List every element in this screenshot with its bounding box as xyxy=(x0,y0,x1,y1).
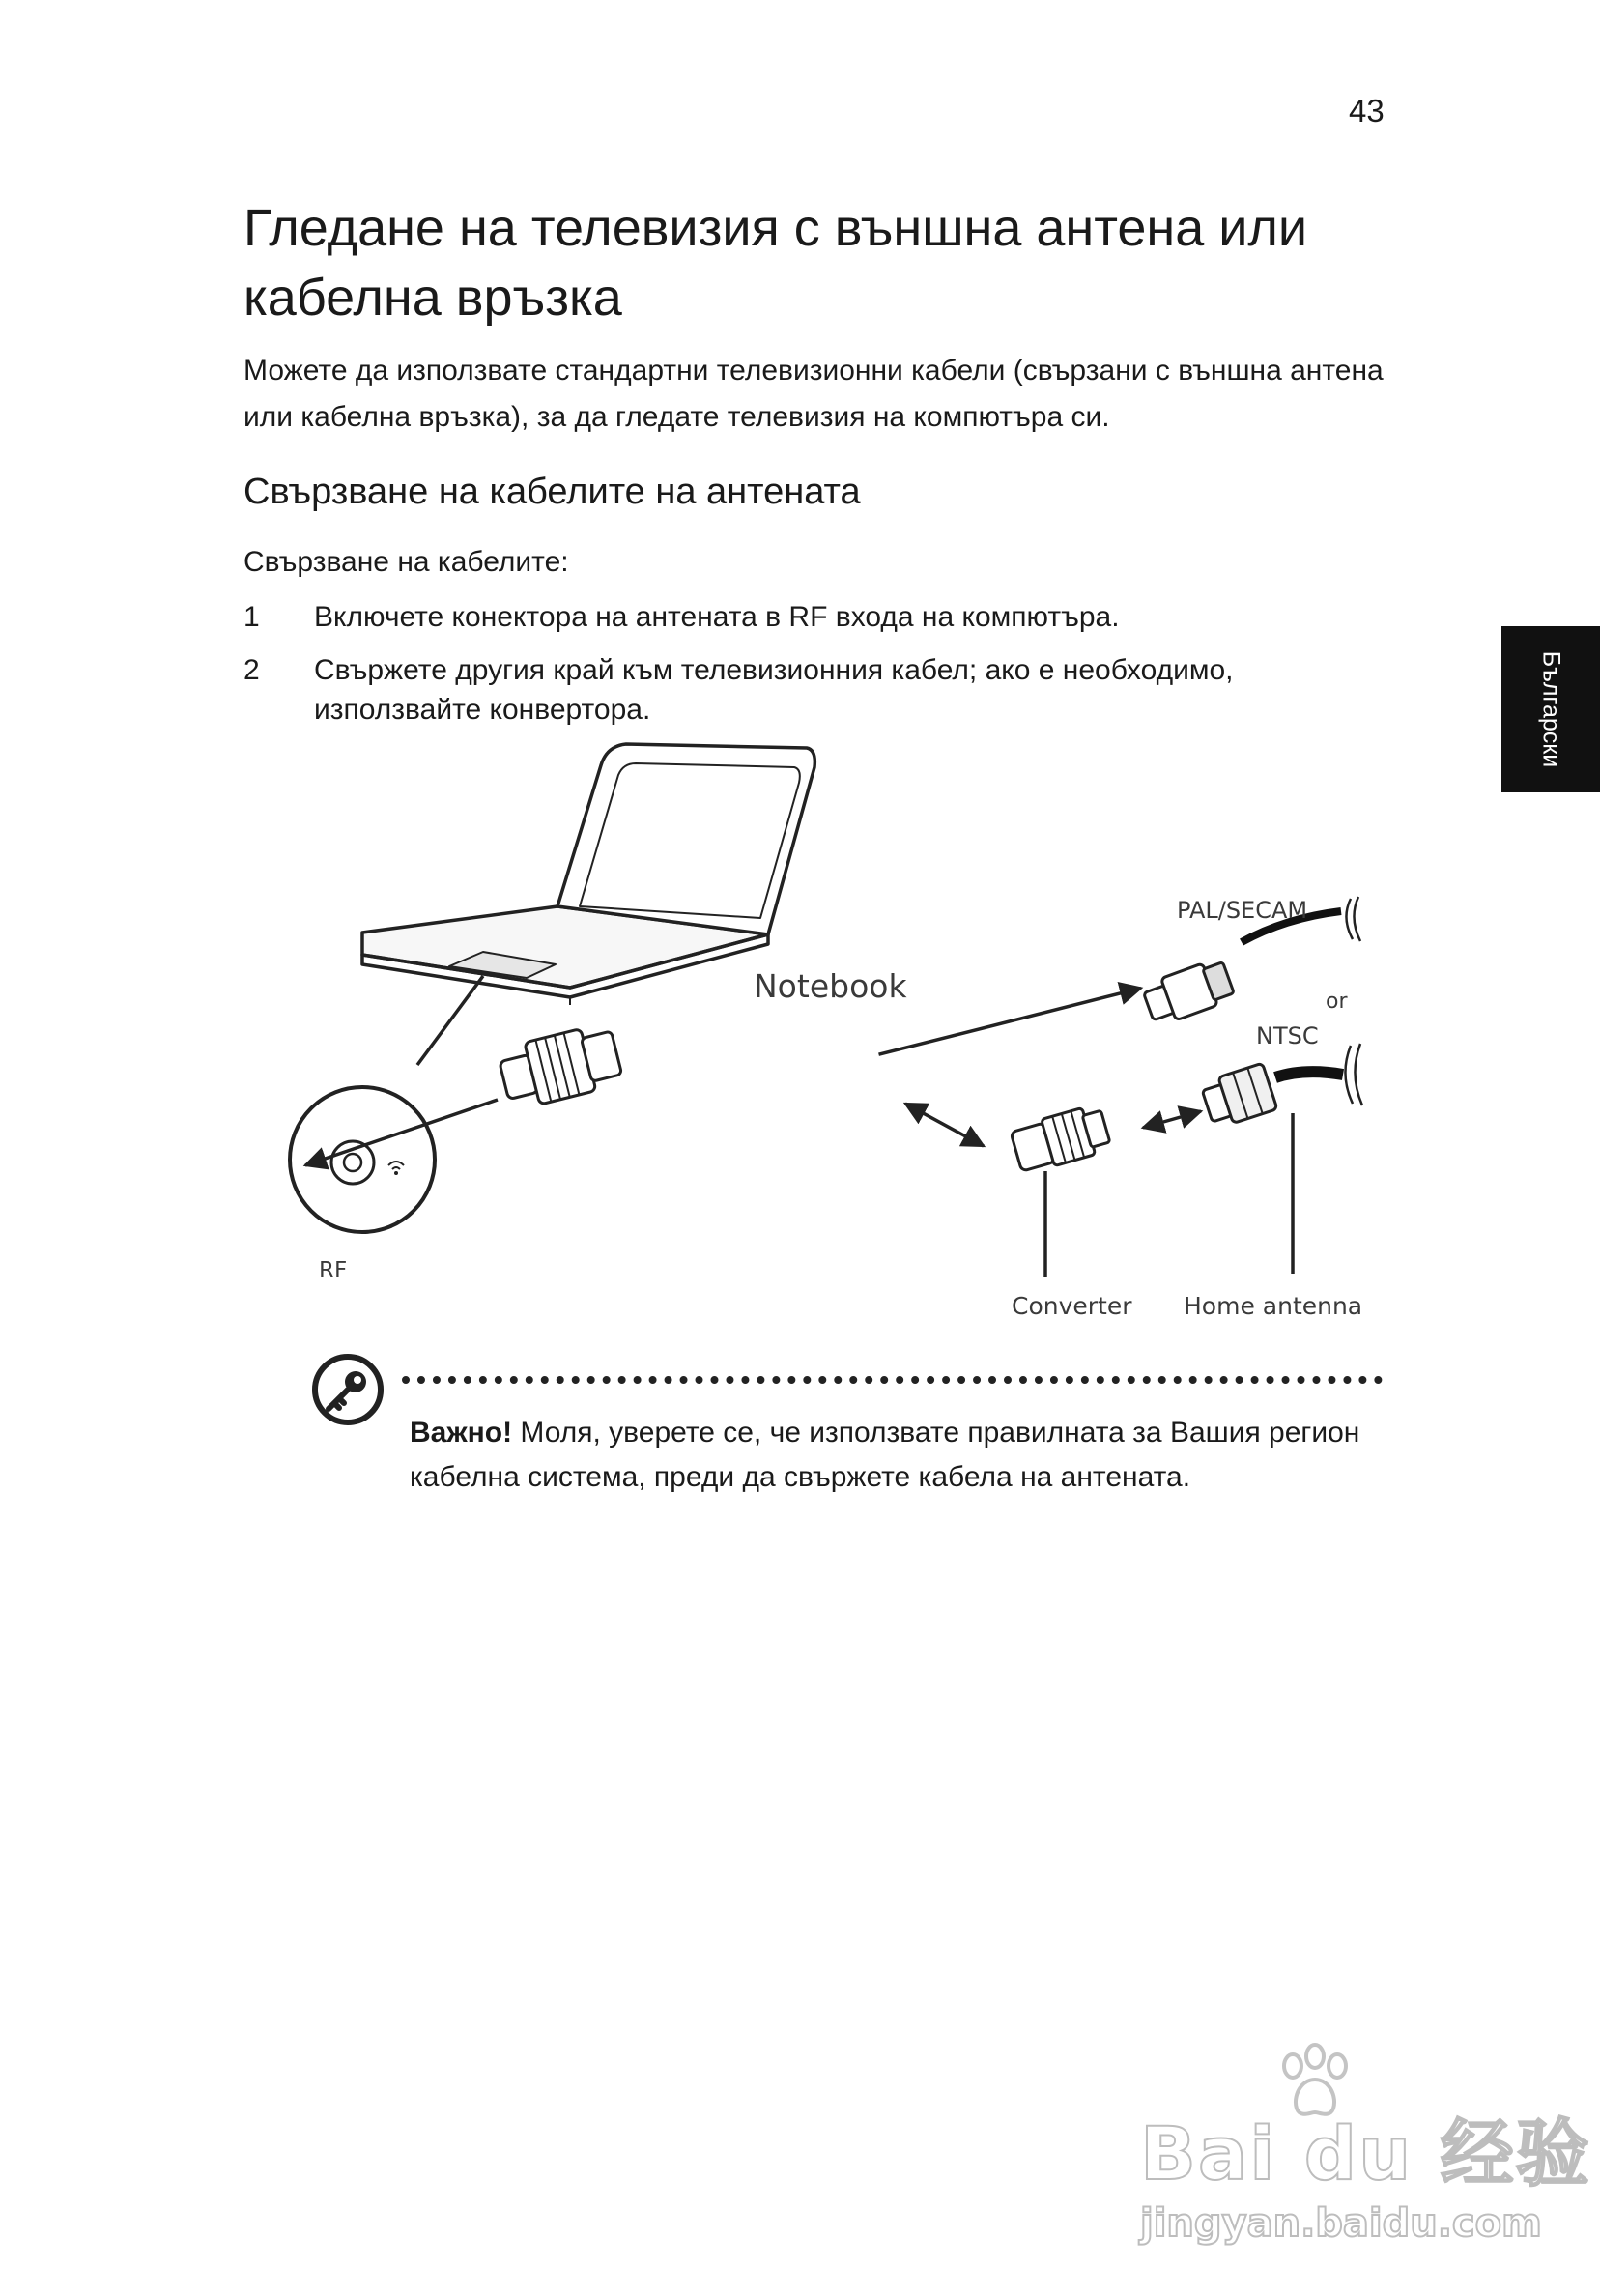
steps-lead: Свързване на кабелите: xyxy=(243,546,569,578)
page-number: 43 xyxy=(1349,93,1385,129)
label-pal-secam: PAL/SECAM xyxy=(1177,897,1308,924)
note-label: Важно! xyxy=(410,1417,513,1449)
step-number: 1 xyxy=(243,601,260,633)
ntsc-plug-icon xyxy=(1200,1063,1277,1130)
language-tab xyxy=(1501,626,1600,792)
converter-icon xyxy=(1010,1103,1112,1175)
arrow-to-pal xyxy=(878,989,1141,1055)
step-text: Свържете другия край към телевизионния кабел; ако е необходимо, използвайте конвертора. xyxy=(314,654,1234,726)
key-icon xyxy=(309,1351,386,1428)
ntsc-cable-break xyxy=(1345,1044,1362,1105)
connection-diagram xyxy=(280,734,1401,1334)
arrow-ntsc xyxy=(1143,1111,1201,1128)
list-item xyxy=(243,650,1384,730)
pal-cable-break xyxy=(1346,897,1360,941)
note-text: Моля, уверете се, че използвате правилната за Вашия регион кабелна система, преди да свържете кабела на антената. xyxy=(410,1417,1360,1493)
list-item xyxy=(243,597,1384,637)
label-converter: Converter xyxy=(1012,1292,1132,1320)
laptop-icon xyxy=(362,744,814,1005)
label-rf: RF xyxy=(319,1258,348,1283)
language-tab-label: Български xyxy=(1537,650,1565,768)
ntsc-cable xyxy=(1275,1072,1343,1077)
important-note xyxy=(410,1411,1386,1500)
rf-port-icon xyxy=(290,1087,435,1232)
label-or: or xyxy=(1326,990,1348,1014)
section-heading: Свързване на кабелите на антената xyxy=(243,472,861,512)
label-notebook: Notebook xyxy=(754,967,907,1005)
steps-list xyxy=(243,597,1384,743)
rf-leader-line xyxy=(417,976,483,1065)
page-title: Гледане на телевизия с външна антена или кабелна връзка xyxy=(243,199,1308,327)
watermark-url: jingyan.baidu.com xyxy=(1140,2201,1542,2246)
step-text: Включете конектора на антената в RF входа на компютъра. xyxy=(314,601,1120,633)
note-divider xyxy=(402,1376,1383,1384)
watermark-brand: Bai du 经验 xyxy=(1140,2110,1591,2196)
pal-plug-icon xyxy=(1141,957,1236,1027)
label-home-antenna: Home antenna xyxy=(1184,1292,1363,1320)
label-ntsc: NTSC xyxy=(1256,1022,1319,1049)
step-number: 2 xyxy=(243,654,260,686)
intro-paragraph: Можете да използвате стандартни телевизионни кабели (свързани с външна антена или кабелна връзка), за да гледате телевизия на компютъра си. xyxy=(243,355,1384,433)
coax-plug-icon xyxy=(497,1021,624,1111)
arrow-converter xyxy=(905,1104,984,1146)
